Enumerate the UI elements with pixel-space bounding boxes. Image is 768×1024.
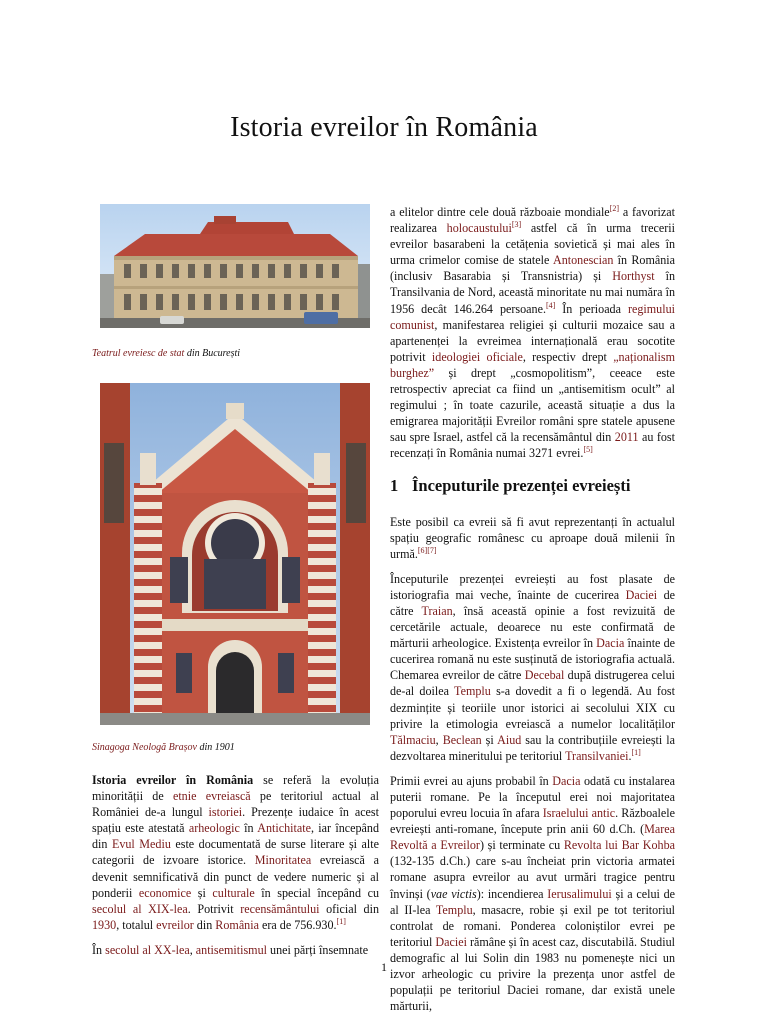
link[interactable]: istoriei — [208, 805, 243, 820]
link[interactable]: Decebal — [524, 668, 565, 683]
citation-ref[interactable]: [1] — [336, 916, 346, 926]
intro-paragraph: Istoria evreilor în România se referă la evoluția minorității de etnie evreiască pe teritoriul actual al României de-a lungul istoriei. Prezențe iudaice în acest spațiu este atestată arheologic în Antichitate, iar începând din Evul Mediu este documentată de surse literare și alte categorii de izvoare istorice. Minoritatea evreiască a devenit semnificativă din punct de vedere numeric și al ponderii economice și culturale în special începând cu secolul al XIX-lea. Potrivit recensământului oficial din 1930, totalul evreilor din România era de 756.930.[1] — [92, 773, 380, 932]
paragraph: Este posibil ca evreii să fi avut reprezentanți în actualul spațiu geografic românesc cu aproape două milenii în urmă.[6][7] — [390, 514, 675, 561]
citation-ref[interactable]: [6][7] — [417, 545, 437, 555]
link[interactable]: Revolta lui Bar Kohba — [563, 838, 675, 853]
link[interactable]: economice — [138, 885, 192, 900]
link[interactable]: ideologiei oficiale — [431, 349, 523, 364]
synagogue-photo — [100, 383, 370, 725]
paragraph: a elitelor dintre cele două războaie mondiale[2] a favorizat realizarea holocaustului[3] astfel că în urma trecerii evreilor basarabeni la cetățenia sovietică și mai ales în urma crimelor comise de statele Antonescian în România (inclusiv Basarabia și Transnistria) și Horthyst în Transilvania de Nord, această minoritate nu mai număra în 1956 decât 146.264 persoane.[4] În perioada regimului comunist, manifestarea religiei și culturii mozaice sau a apartenenței la evreimea internațională erau socotite potrivit ideologiei oficiale, respectiv drept „naționalism burghez” și drept „cosmopolitism”, ceeace este retrospectiv apreciat ca fiind un „antisemitism ocult” al regimului ; în toate cazurile, această situație a dus la emigrarea majorității Evreilor români spre statele apusene sau spre Israel, astfel că la recensământul din 2011 au fost recenzați în România numai 3271 evrei.[5] — [390, 203, 675, 461]
link[interactable]: Israelului antic — [542, 806, 616, 821]
citation-ref[interactable]: [2] — [609, 203, 620, 213]
link[interactable]: România — [215, 917, 259, 932]
citation-ref[interactable]: [3] — [511, 220, 522, 230]
link[interactable]: Marea Revoltă a Evreilor — [390, 822, 675, 853]
link[interactable]: recensământului — [240, 901, 320, 916]
citation-ref[interactable]: [5] — [583, 445, 593, 455]
link[interactable]: Daciei — [435, 934, 467, 949]
link[interactable]: secolul al XX-lea — [105, 942, 190, 957]
link[interactable]: 1930 — [92, 917, 117, 932]
caption-link[interactable]: Teatrul evreiesc de stat — [92, 348, 185, 359]
link[interactable]: Tălmaciu — [390, 732, 436, 747]
theatre-photo — [100, 204, 370, 328]
link[interactable]: Evul Mediu — [111, 837, 171, 852]
figure-caption-synagogue: Sinagoga Neologă Brașov din 1901 — [92, 742, 235, 753]
link[interactable]: Daciei — [625, 587, 658, 602]
link[interactable]: Transilvaniei — [565, 748, 629, 763]
link[interactable]: Aiud — [497, 732, 522, 747]
link[interactable]: 2011 — [614, 430, 639, 445]
link[interactable]: Templu — [454, 684, 491, 699]
link[interactable]: evreilor — [156, 917, 194, 932]
link[interactable]: Minoritatea — [254, 853, 312, 868]
page-number: 1 — [381, 960, 387, 974]
link[interactable]: culturale — [212, 885, 255, 900]
page-title: Istoria evreilor în România — [230, 112, 538, 143]
paragraph: Primii evrei au ajuns probabil în Dacia odată cu instalarea puterii romane. Pe la începutul erei noi majoritatea poporului evreu locuia în afara Israelului antic. Războalele evreiești anti-romane, începute prin anii 60 d.Ch. (Marea Revoltă a Evreilor) și terminate cu Revolta lui Bar Kohba (132-135 d.Ch.) care s-au încheiat prin victoria armatei romane asupra evreilor au avut urmări tragice pentru învinși (vae victis): incendierea Ierusalimului și a celui de al II-lea Templu, masacre, robie și exil pe tot teritoriul controlat de romani. Ponderea coloniștilor evrei pe teritoriul Daciei rămâne și în acest caz, discutabilă. Studiul demografic al lui Solin din 1983 nu pomenește nici un izvor arheologic cu privire la prezența unor astfel de populații pe teritoriul Daciei romane, dar există unele mărturii, — [390, 773, 676, 1014]
link[interactable]: etnie evreiască — [172, 789, 251, 804]
link[interactable]: regimului comunist — [390, 301, 675, 332]
link[interactable]: arheologic — [188, 821, 240, 836]
link[interactable]: „naționalism burghez” — [390, 349, 675, 380]
link[interactable]: Dacia — [552, 773, 581, 788]
link[interactable]: Antichitate — [257, 821, 311, 836]
citation-ref[interactable]: [1] — [631, 747, 641, 757]
caption-link[interactable]: Sinagoga Neologă Brașov — [92, 742, 197, 753]
figure-caption-theatre: Teatrul evreiesc de stat din București — [92, 348, 241, 359]
link[interactable]: Templu — [435, 902, 473, 917]
section-heading: 1 Începuturile prezenței evreiești — [390, 475, 631, 495]
link[interactable]: Ierusalimului — [547, 886, 612, 901]
link[interactable]: holocaustului — [446, 221, 512, 236]
left-column-text — [92, 772, 379, 967]
link[interactable]: antisemitismul — [195, 942, 267, 957]
right-column-text — [390, 204, 675, 1023]
link[interactable]: Dacia — [596, 636, 625, 651]
link[interactable]: Antonescian — [552, 253, 614, 268]
paragraph: În secolul al XX-lea, antisemitismul unei părți însemnate — [92, 942, 369, 957]
link[interactable]: secolul al XIX-lea — [92, 901, 188, 916]
citation-ref[interactable]: [4] — [545, 300, 556, 310]
link[interactable]: Horthyst — [612, 269, 655, 284]
link[interactable]: Traian — [421, 603, 453, 618]
link[interactable]: Beclean — [442, 732, 482, 747]
paragraph: Începuturile prezenței evreiești au fost plasate de istoriografia mai veche, înainte de cucerirea Daciei de către Traian, însă această opinie a fost revizuită de cercetările actuale, deoarece nu este confirmată de mărturii arheologice. Existența evreilor în Dacia înainte de cucerirea romană nu este susținută de istoriografia actuală. Chemarea evreilor de către Decebal după distrugerea celui de-al doilea Templu s-a dovedit a fi o legendă. Au fost dezmințite și teoriile unor istorici ai secolului XIX cu privire la etimologia evreiască a numelor localităților Tălmaciu, Beclean și Aiud sau la contribuțiile evreiești la dezvoltarea mineritului pe teritoriul Transilvaniei.[1] — [390, 571, 676, 763]
